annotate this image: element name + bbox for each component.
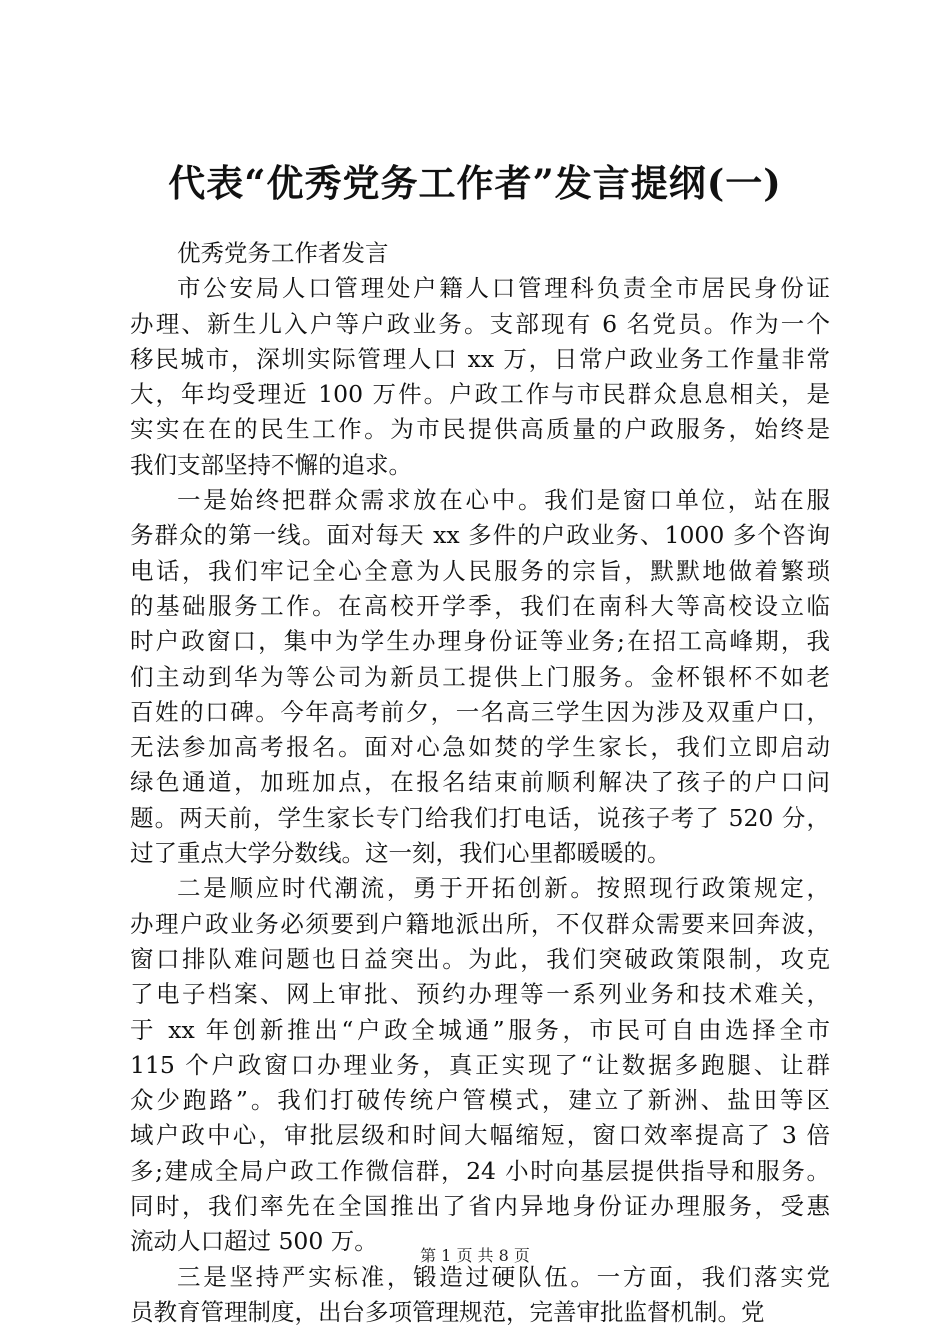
text-line: 二是顺应时代潮流，勇于开拓创新。按照现行政策规定，	[177, 874, 830, 903]
text-line: 员教育管理制度，出台多项管理规范，完善审批监督机制。党	[130, 1297, 765, 1326]
text-line: 一是始终把群众需求放在心中。我们是窗口单位，站在服	[177, 486, 830, 515]
text-line: 百姓的口碑。今年高考前夕，一名高三学生因为涉及双重户口，	[130, 697, 830, 726]
text-line: 实实在在的民生工作。为市民提供高质量的户政服务，始终是	[130, 415, 830, 444]
text-line: 时户政窗口，集中为学生办理身份证等业务;在招工高峰期，我	[130, 627, 830, 656]
text-line: 电话，我们牢记全心全意为人民服务的宗旨，默默地做着繁琐	[130, 556, 830, 585]
text-line: 于 xx 年创新推出“户政全城通”服务，市民可自由选择全市	[130, 1015, 830, 1044]
paragraph	[130, 483, 830, 871]
text-line: 过了重点大学分数线。这一刻，我们心里都暖暖的。	[130, 839, 671, 868]
paragraph	[130, 236, 830, 271]
text-line: 同时，我们率先在全国推出了省内异地身份证办理服务，受惠	[130, 1192, 830, 1221]
document-title: 代表“优秀党务工作者”发言提纲(一)	[168, 161, 782, 205]
text-line: 市公安局人口管理处户籍人口管理科负责全市居民身份证	[177, 274, 830, 303]
text-line: 流动人口超过 500 万。	[130, 1227, 378, 1256]
text-line: 优秀党务工作者发言	[177, 239, 389, 267]
text-line: 域户政中心，审批层级和时间大幅缩短，窗口效率提高了 3 倍	[130, 1121, 830, 1150]
text-line: 们主动到华为等公司为新员工提供上门服务。金杯银杯不如老	[130, 662, 830, 691]
text-line: 115 个户政窗口办理业务，真正实现了“让数据多跑腿、让群	[130, 1050, 830, 1079]
text-line: 了电子档案、网上审批、预约办理等一系列业务和技术难关，	[130, 980, 830, 1009]
text-line: 窗口排队难问题也日益突出。为此，我们突破政策限制，攻克	[130, 944, 830, 973]
paragraph	[130, 271, 830, 483]
document-body	[130, 236, 830, 1330]
text-line: 无法参加高考报名。面对心急如焚的学生家长，我们立即启动	[130, 733, 830, 762]
text-line: 的基础服务工作。在高校开学季，我们在南科大等高校设立临	[130, 591, 830, 620]
text-line: 务群众的第一线。面对每天 xx 多件的户政业务、1000 多个咨询	[130, 521, 830, 550]
text-line: 我们支部坚持不懈的追求。	[130, 450, 412, 479]
text-line: 移民城市，深圳实际管理人口 xx 万，日常户政业务工作量非常	[130, 344, 830, 373]
paragraph	[130, 1260, 830, 1331]
text-line: 办理、新生儿入户等户政业务。支部现有 6 名党员。作为一个	[130, 309, 830, 338]
text-line: 办理户政业务必须要到户籍地派出所，不仅群众需要来回奔波，	[130, 909, 830, 938]
text-line: 众少跑路”。我们打破传统户管模式，建立了新洲、盐田等区	[130, 1086, 830, 1115]
page-footer: 第 1 页 共 8 页	[420, 1246, 530, 1265]
text-line: 三是坚持严实标准，锻造过硬队伍。一方面，我们落实党	[177, 1262, 830, 1291]
text-line: 多;建成全局户政工作微信群，24 小时向基层提供指导和服务。	[130, 1156, 830, 1185]
paragraph	[130, 871, 830, 1259]
text-line: 大，年均受理近 100 万件。户政工作与市民群众息息相关，是	[130, 380, 830, 409]
text-line: 题。两天前，学生家长专门给我们打电话，说孩子考了 520 分，	[130, 803, 830, 832]
text-line: 绿色通道，加班加点，在报名结束前顺利解决了孩子的户口问	[130, 768, 830, 797]
